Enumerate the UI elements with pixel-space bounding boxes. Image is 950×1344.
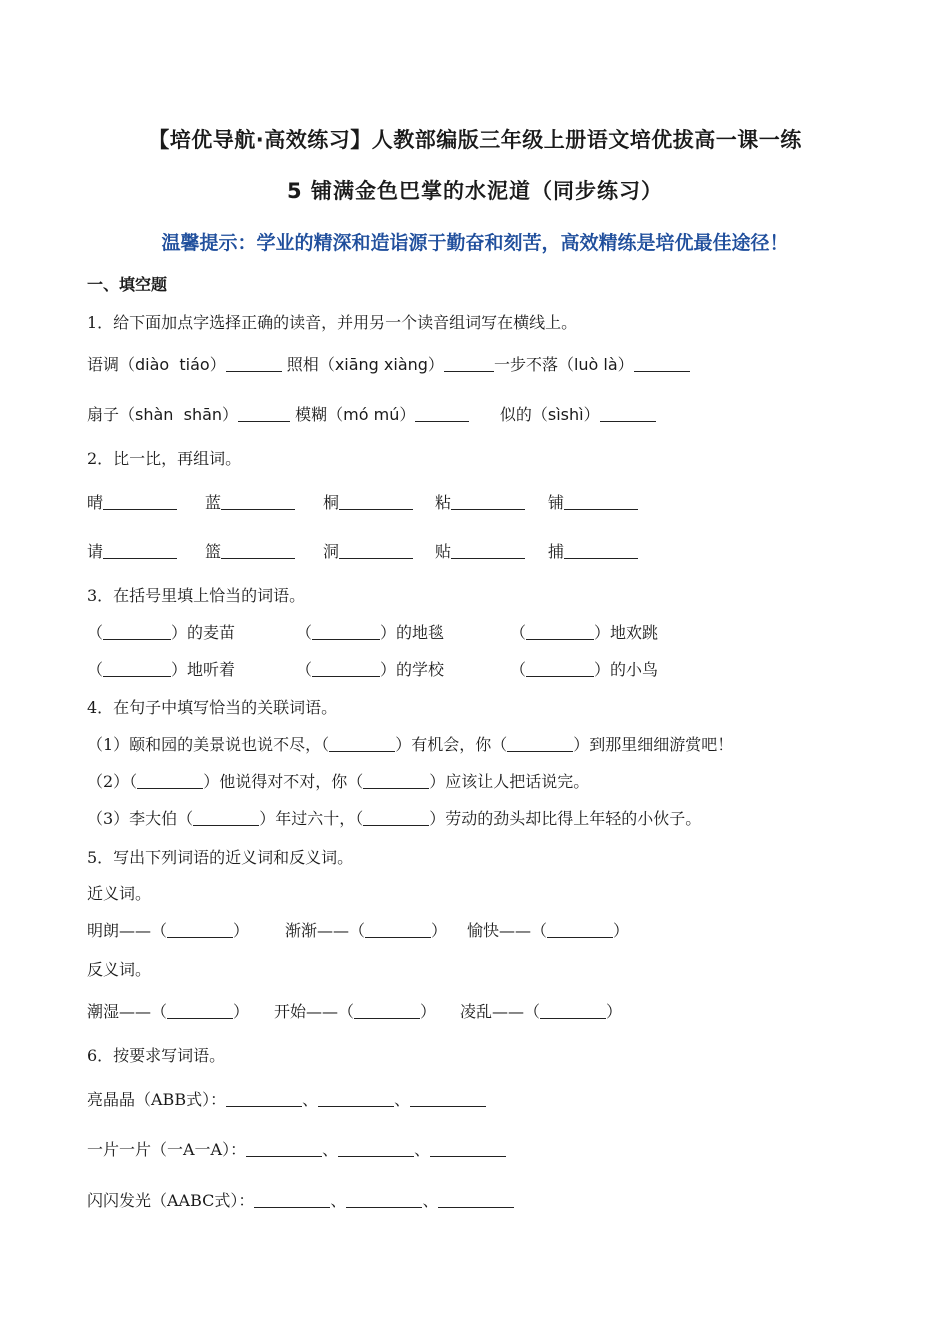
phrase-item: （ ）的地毯: [296, 623, 445, 642]
answer-blank[interactable]: [312, 660, 380, 677]
char-item: [435, 490, 525, 513]
answer-blank[interactable]: [103, 493, 177, 510]
sentence-text: ）应该让人把话说完。: [429, 772, 590, 791]
char: 洞: [323, 542, 340, 561]
char: 捕: [548, 542, 565, 561]
paren: ）: [606, 1002, 623, 1021]
answer-blank[interactable]: [540, 1002, 606, 1019]
word: 一步不落: [493, 355, 558, 374]
pattern-label: 亮晶晶（ABB式）：: [87, 1090, 227, 1109]
question-4-prompt: 4．在句子中填写恰当的关联词语。: [87, 698, 338, 717]
word: 模糊: [295, 405, 328, 424]
antonym-item: [460, 999, 622, 1022]
answer-blank[interactable]: [634, 355, 690, 372]
sentence-text: ）年过六十，（: [259, 809, 364, 828]
answer-blank[interactable]: [363, 809, 429, 826]
pinyin: （mó mú）: [327, 405, 416, 424]
term: 愉快——（: [467, 921, 548, 940]
char: 篮: [205, 542, 222, 561]
answer-blank[interactable]: [507, 735, 573, 752]
answer-blank[interactable]: [103, 660, 171, 677]
question-5-prompt: 5．写出下列词语的近义词和反义词。: [87, 848, 354, 867]
sentence-1: [87, 732, 733, 755]
answer-blank[interactable]: [526, 660, 594, 677]
answer-blank[interactable]: [547, 921, 613, 938]
answer-blank[interactable]: [312, 623, 380, 640]
answer-blank[interactable]: [451, 542, 525, 559]
sentence-text: ）他说得对不对，你（: [203, 772, 364, 791]
lesson-title: 5 铺满金色巴掌的水泥道（同步练习）: [287, 179, 663, 203]
phrase-item: （ ）的小鸟: [510, 660, 659, 679]
char-item: [205, 490, 295, 513]
word-pattern-item: [87, 1188, 514, 1211]
synonym-item: [467, 918, 629, 941]
page-title: 【培优导航·高效练习】人教部编版三年级上册语文培优拔高一课一练: [148, 128, 802, 152]
question-6-prompt: 6．按要求写词语。: [87, 1046, 226, 1065]
separator: 、: [394, 1090, 411, 1109]
word: 扇子: [87, 405, 120, 424]
char: 请: [87, 542, 104, 561]
answer-blank[interactable]: [363, 772, 429, 789]
char: 粘: [435, 493, 452, 512]
paren: ）: [613, 921, 630, 940]
pattern-label: 一片一片（一A一A）：: [87, 1140, 247, 1159]
char-item: [548, 490, 638, 513]
phrase: ）的地毯: [380, 623, 445, 642]
separator: 、: [330, 1191, 347, 1210]
question-1-row-1: [87, 352, 690, 375]
char-item: [548, 539, 638, 562]
answer-blank[interactable]: [221, 493, 295, 510]
pinyin: （luò là）: [557, 355, 634, 374]
pinyin: （diào tiáo）: [119, 355, 226, 374]
phrase: ）的学校: [380, 660, 445, 679]
answer-blank[interactable]: [246, 1140, 322, 1157]
term: 开始——（: [274, 1002, 355, 1021]
answer-blank[interactable]: [137, 772, 203, 789]
phrase: ）的麦苗: [171, 623, 236, 642]
antonym-label: 反义词。: [87, 960, 152, 979]
word-pattern-item: [87, 1087, 486, 1110]
phrase: ）的小鸟: [594, 660, 659, 679]
phrase-item: （ ）地欢跳: [510, 623, 659, 642]
answer-blank[interactable]: [329, 735, 395, 752]
paren: ）: [431, 921, 448, 940]
answer-blank[interactable]: [318, 1090, 394, 1107]
answer-blank[interactable]: [103, 542, 177, 559]
answer-blank[interactable]: [365, 921, 431, 938]
answer-blank[interactable]: [193, 809, 259, 826]
paren: ）: [233, 921, 250, 940]
char-item: [87, 539, 177, 562]
pinyin: （sìshì）: [531, 405, 600, 424]
word: 照相: [286, 355, 319, 374]
synonym-item: [87, 918, 249, 941]
answer-blank[interactable]: [338, 1140, 414, 1157]
answer-blank[interactable]: [346, 1191, 422, 1208]
question-2-prompt: 2．比一比，再组词。: [87, 449, 242, 468]
term: 渐渐——（: [285, 921, 366, 940]
char-item: [435, 539, 525, 562]
sentence-2: [87, 769, 589, 792]
answer-blank[interactable]: [226, 1090, 302, 1107]
paren: ）: [420, 1002, 437, 1021]
pinyin: （xiāng xiàng）: [318, 355, 444, 374]
char-item: [205, 539, 295, 562]
word-pattern-item: [87, 1137, 506, 1160]
sentence-text: （2）（: [87, 772, 138, 791]
tip-banner: 温馨提示：学业的精深和造诣源于勤奋和刻苦，高效精练是培优最佳途径！: [161, 232, 789, 254]
separator: 、: [322, 1140, 339, 1159]
char-item: [323, 539, 413, 562]
char-item: [323, 490, 413, 513]
question-1-row-2: [87, 402, 656, 425]
paren: ）: [233, 1002, 250, 1021]
pattern-label: 闪闪发光（AABC式）：: [87, 1191, 255, 1210]
answer-blank[interactable]: [103, 623, 171, 640]
answer-blank[interactable]: [444, 355, 494, 372]
answer-blank[interactable]: [410, 1090, 486, 1107]
term: 明朗——（: [87, 921, 168, 940]
phrase-item: （ ）的学校: [296, 660, 445, 679]
sentence-3: [87, 806, 701, 829]
phrase-item: （ ）的麦苗: [87, 623, 236, 642]
question-1-prompt: 1．给下面加点字选择正确的读音，并用另一个读音组词写在横线上。: [87, 313, 578, 332]
separator: 、: [414, 1140, 431, 1159]
term: 凌乱——（: [460, 1002, 541, 1021]
sentence-text: （1）颐和园的美景说也说不尽，（: [87, 735, 330, 754]
sentence-text: ）劳动的劲头却比得上年轻的小伙子。: [429, 809, 702, 828]
char: 晴: [87, 493, 104, 512]
synonym-label: 近义词。: [87, 884, 152, 903]
answer-blank[interactable]: [254, 1191, 330, 1208]
phrase-item: （ ）地听着: [87, 660, 236, 679]
word: 似的: [499, 405, 532, 424]
answer-blank[interactable]: [354, 1002, 420, 1019]
answer-blank[interactable]: [451, 493, 525, 510]
sentence-text: （3）李大伯（: [87, 809, 194, 828]
answer-blank[interactable]: [600, 405, 656, 422]
word: 语调: [87, 355, 120, 374]
sentence-text: ）有机会，你（: [395, 735, 508, 754]
antonym-item: [87, 999, 249, 1022]
pinyin: （shàn shān）: [119, 405, 239, 424]
answer-blank[interactable]: [438, 1191, 514, 1208]
antonym-item: [274, 999, 436, 1022]
answer-blank[interactable]: [238, 405, 290, 422]
answer-blank[interactable]: [167, 921, 233, 938]
sentence-text: ）到那里细细游赏吧！: [573, 735, 734, 754]
question-3-prompt: 3．在括号里填上恰当的词语。: [87, 586, 306, 605]
char: 贴: [435, 542, 452, 561]
answer-blank[interactable]: [339, 542, 413, 559]
phrase: ）地欢跳: [594, 623, 659, 642]
answer-blank[interactable]: [564, 493, 638, 510]
answer-blank[interactable]: [226, 355, 282, 372]
char-item: [87, 490, 177, 513]
char: 铺: [548, 493, 565, 512]
synonym-item: [285, 918, 447, 941]
answer-blank[interactable]: [339, 493, 413, 510]
char: 蓝: [205, 493, 222, 512]
answer-blank[interactable]: [564, 542, 638, 559]
char: 桐: [323, 493, 340, 512]
answer-blank[interactable]: [415, 405, 469, 422]
separator: 、: [422, 1191, 439, 1210]
answer-blank[interactable]: [221, 542, 295, 559]
phrase: ）地听着: [171, 660, 236, 679]
separator: 、: [302, 1090, 319, 1109]
section-heading: 一、填空题: [87, 275, 168, 294]
answer-blank[interactable]: [167, 1002, 233, 1019]
term: 潮湿——（: [87, 1002, 168, 1021]
answer-blank[interactable]: [526, 623, 594, 640]
answer-blank[interactable]: [430, 1140, 506, 1157]
